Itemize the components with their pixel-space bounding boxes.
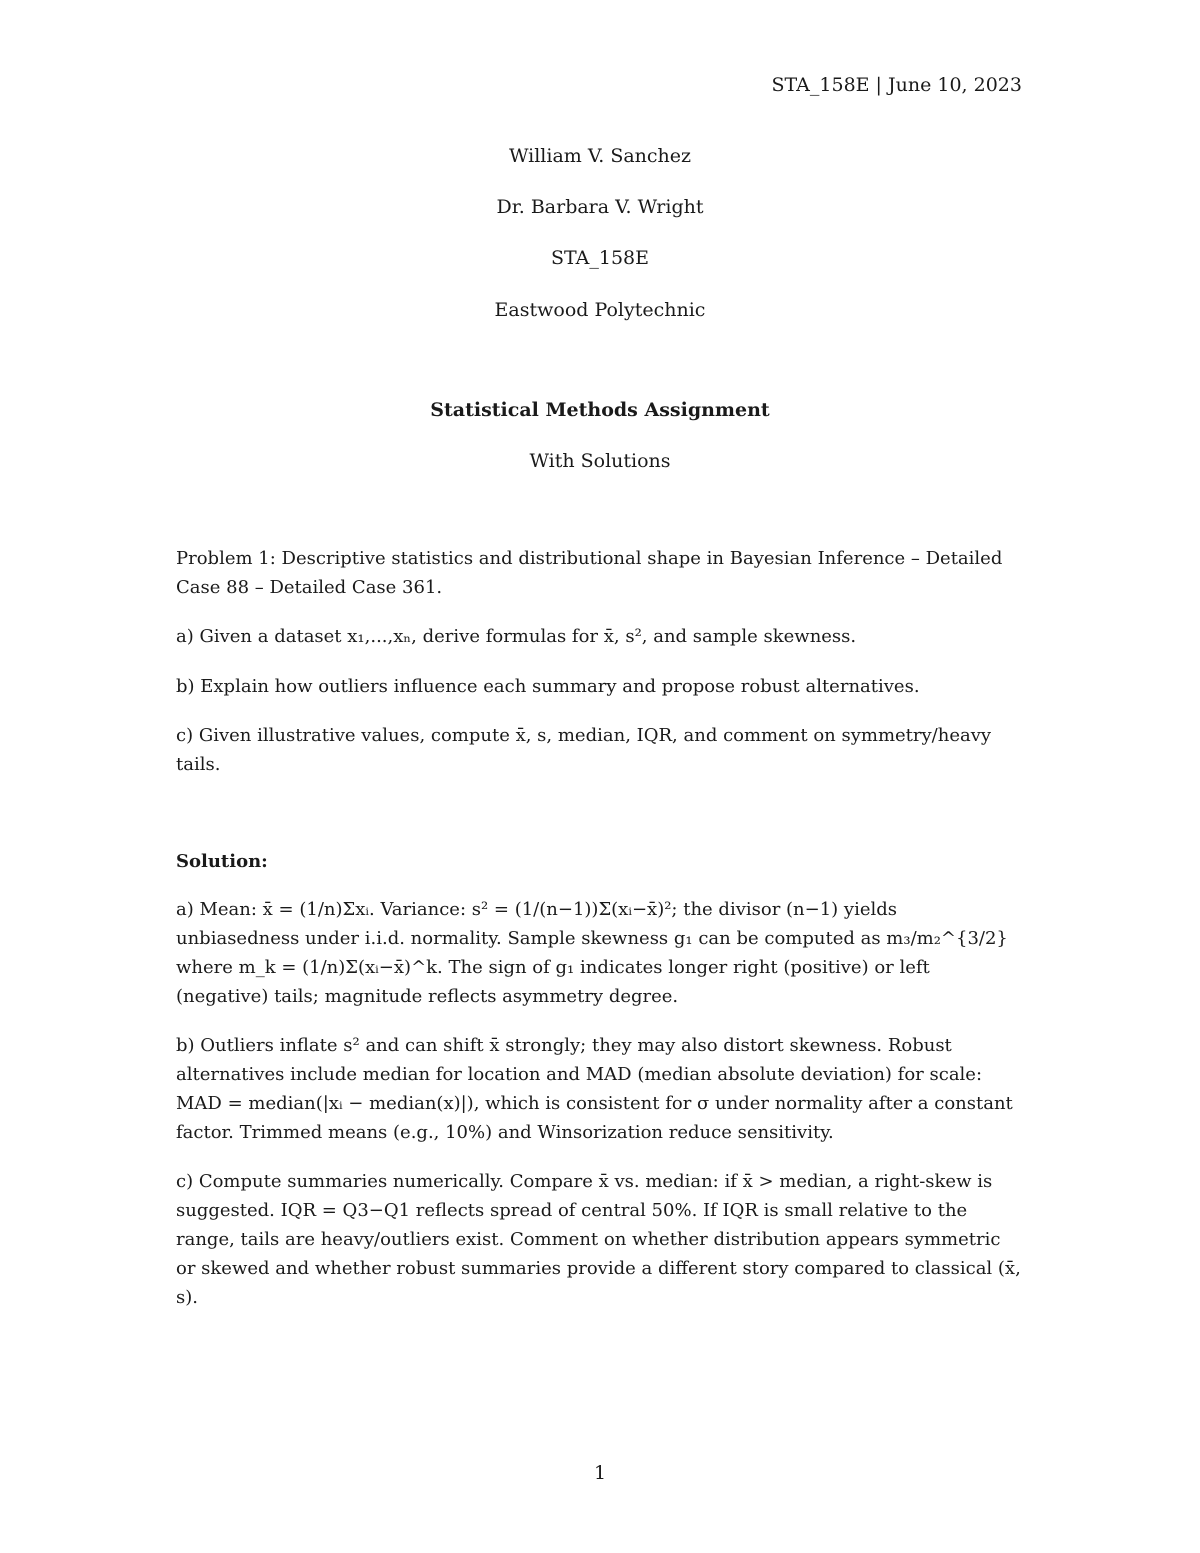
solution-part-b-block: [176, 1031, 1024, 1147]
solution-heading: Solution:: [176, 851, 268, 872]
page-number: 1: [593, 1462, 607, 1484]
instructor-name: Dr. Barbara V. Wright: [496, 196, 704, 218]
problem-part-a-block: [176, 622, 1024, 651]
solution-part-c: c) Compute summaries numerically. Compare x̄ vs. median: if x̄ > median, a right-skew is suggested. IQR = Q3−Q1 reflects spread of central 50%. If IQR is small relative to the range, tails are heavy/outliers exist. Comment on whether distribution appears symmetric or skewed and whether robust summaries provide a different story compared to classical (x̄, s).: [176, 1171, 1021, 1308]
document-title: Statistical Methods Assignment: [430, 399, 770, 421]
solution-heading-block: [176, 847, 1024, 876]
problem-statement: Problem 1: Descriptive statistics and distributional shape in Bayesian Inference – Detailed Case 88 – Detailed Case 361.: [176, 548, 1003, 598]
problem-statement-block: [176, 544, 1024, 602]
solution-part-b: b) Outliers inflate s² and can shift x̄ strongly; they may also distort skewness. Robust alternatives include median for location and MAD (median absolute deviation) for scale: MAD = median(|xᵢ − median(x)|), which is consistent for σ under normality after a constant factor. Trimmed means (e.g., 10%) and Winsorization reduce sensitivity.: [176, 1035, 1013, 1143]
course-code: STA_158E: [550, 247, 649, 269]
solution-part-a-block: [176, 895, 1024, 1011]
author-name: William V. Sanchez: [508, 145, 692, 167]
problem-part-a: a) Given a dataset x₁,...,xₙ, derive formulas for x̄, s², and sample skewness.: [176, 626, 857, 647]
problem-part-c: c) Given illustrative values, compute x̄, s, median, IQR, and comment on symmetry/heavy tails.: [176, 725, 992, 775]
solution-part-c-block: [176, 1167, 1024, 1312]
document-subtitle: With Solutions: [529, 450, 671, 472]
institution-name: Eastwood Polytechnic: [494, 299, 706, 321]
solution-part-a: a) Mean: x̄ = (1/n)Σxᵢ. Variance: s² = (1/(n−1))Σ(xᵢ−x̄)²; the divisor (n−1) yields unbiasedness under i.i.d. normality. Sample skewness g₁ can be computed as m₃/m₂^{3/2} where m_k = (1/n)Σ(xᵢ−x̄)^k. The sign of g₁ indicates longer right (positive) or left (negative) tails; magnitude reflects asymmetry degree.: [176, 899, 1008, 1007]
problem-part-b: b) Explain how outliers influence each summary and propose robust alternatives.: [176, 676, 920, 697]
problem-part-c-block: [176, 721, 1024, 779]
problem-part-b-block: [176, 672, 1024, 701]
running-header: STA_158E | June 10, 2023: [771, 74, 1022, 96]
